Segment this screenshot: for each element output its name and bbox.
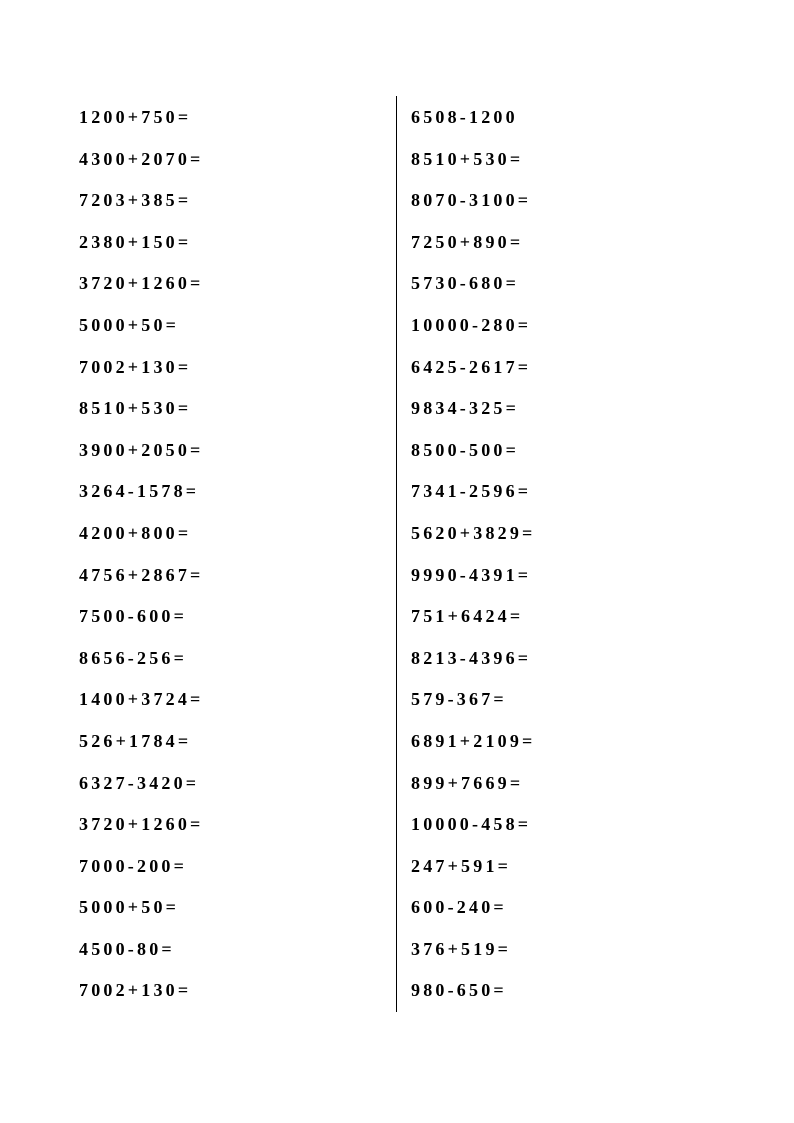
problem-item: 899+7669=: [411, 772, 524, 793]
problem-item: 5620+3829=: [411, 522, 536, 543]
problem-item: 7250+890=: [411, 231, 524, 252]
problem-item: 7341-2596=: [411, 481, 532, 502]
problem-item: 376+519=: [411, 938, 512, 959]
problem-item: 9834-325=: [411, 398, 520, 419]
problem-item: 4200+800=: [79, 522, 192, 543]
left-problem-column: [79, 106, 204, 1021]
problem-item: 3264-1578=: [79, 481, 200, 502]
problem-item: 2380+150=: [79, 231, 192, 252]
problem-item: 4300+2070=: [79, 148, 204, 169]
problem-item: 751+6424=: [411, 606, 524, 627]
problem-item: 8656-256=: [79, 647, 188, 668]
problem-item: 1200+750=: [79, 107, 192, 127]
problem-item: 8213-4396=: [411, 647, 532, 668]
problem-item: 600-240=: [411, 897, 507, 918]
problem-item: 7002+130=: [79, 980, 192, 1001]
problem-item: 10000-458=: [411, 814, 532, 835]
problem-item: 4500-80=: [79, 938, 175, 959]
right-problem-column: [411, 106, 536, 1021]
problem-item: 6327-3420=: [79, 772, 200, 793]
problem-item: 1400+3724=: [79, 689, 204, 710]
problem-item: 247+591=: [411, 855, 512, 876]
problem-item: 5000+50=: [79, 314, 180, 335]
problem-item: 3720+1260=: [79, 273, 204, 294]
problem-item: 9990-4391=: [411, 564, 532, 585]
problem-item: 526+1784=: [79, 730, 192, 751]
problem-item: 8510+530=: [79, 398, 192, 419]
problem-item: 980-650=: [411, 980, 507, 1001]
problem-item: 6891+2109=: [411, 730, 536, 751]
problem-item: 5000+50=: [79, 897, 180, 918]
problem-item: 8500-500=: [411, 439, 520, 460]
problem-item: 7002+130=: [79, 356, 192, 377]
problem-item: 4756+2867=: [79, 564, 204, 585]
problem-item: 6508-1200: [411, 107, 518, 127]
problem-item: 7000-200=: [79, 855, 188, 876]
problem-item: 8070-3100=: [411, 190, 532, 211]
problem-item: 3900+2050=: [79, 439, 204, 460]
problem-item: 6425-2617=: [411, 356, 532, 377]
problem-item: 7500-600=: [79, 606, 188, 627]
problem-item: 5730-680=: [411, 273, 520, 294]
column-divider: [396, 96, 397, 1012]
problem-item: 8510+530=: [411, 148, 524, 169]
problem-item: 7203+385=: [79, 190, 192, 211]
problem-item: 10000-280=: [411, 314, 532, 335]
problem-item: 3720+1260=: [79, 814, 204, 835]
problem-item: 579-367=: [411, 689, 507, 710]
